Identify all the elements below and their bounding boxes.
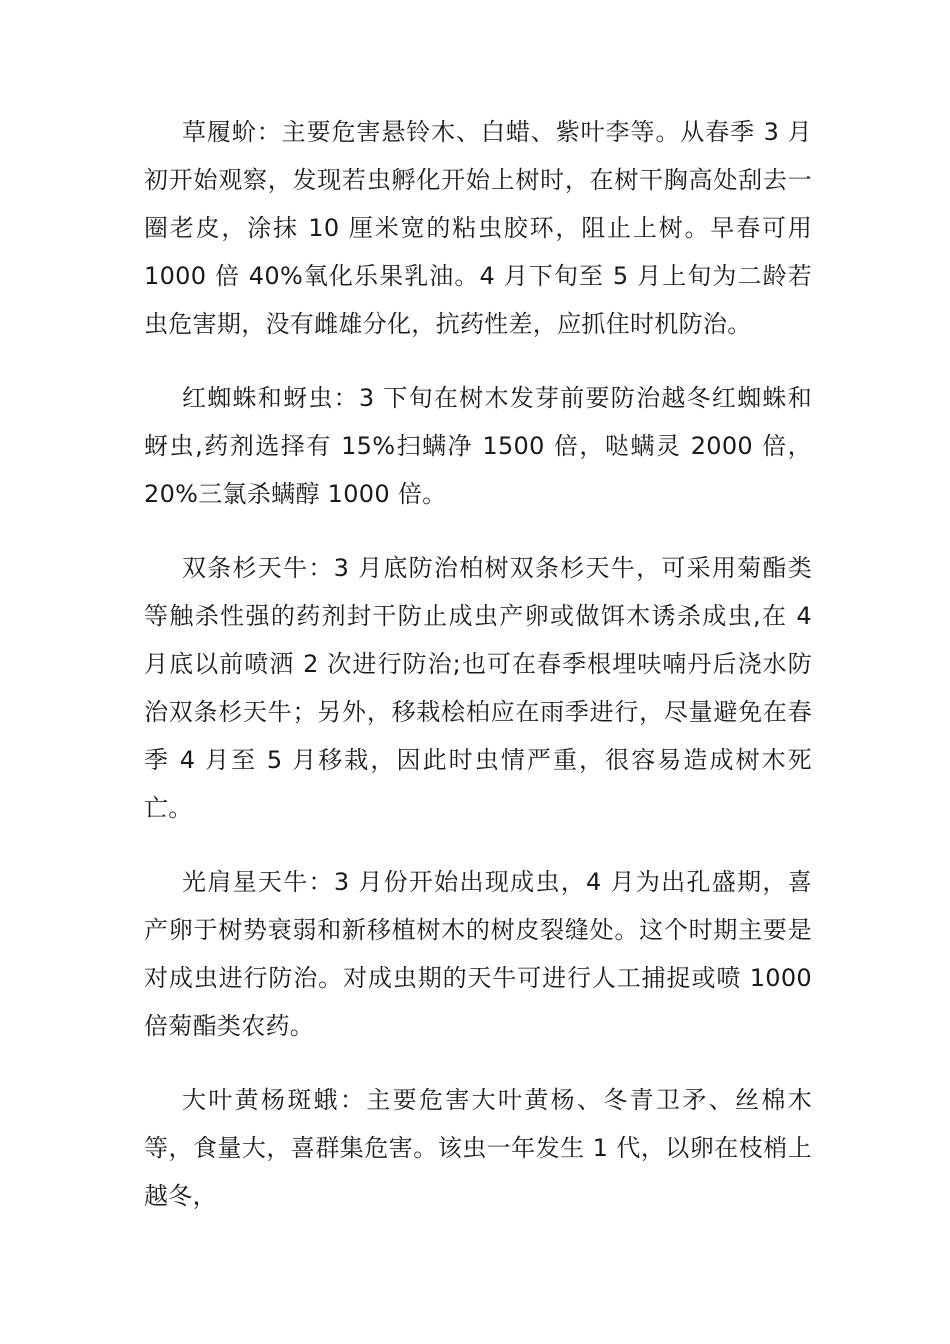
- document-body: [144, 108, 812, 1246]
- paragraph-shuang-tiao-shan-tian-niu: 双条杉天牛：3 月底防治柏树双条杉天牛，可采用菊酯类等触杀性强的药剂封干防止成虫产卵或做饵木诱杀成虫,在 4 月底以前喷洒 2 次进行防治;也可在春季根埋呋喃丹后浇水防治双条杉天牛；另外，移栽桧柏应在雨季进行，尽量避免在春季 4 月至 5 月移栽，因此时虫情严重，很容易造成树木死亡。: [144, 554, 812, 822]
- paragraph-guang-jian-xing-tian-niu: 光肩星天牛：3 月份开始出现成虫，4 月为出孔盛期，喜产卵于树势衰弱和新移植树木的树皮裂缝处。这个时期主要是对成虫进行防治。对成虫期的天牛可进行人工捕捉或喷 1000 倍菊酯类农药。: [144, 868, 812, 1040]
- paragraph-cao-lv-jie: 草履蚧：主要危害悬铃木、白蜡、紫叶李等。从春季 3 月初开始观察，发现若虫孵化开始上树时，在树干胸高处刮去一圈老皮，涂抹 10 厘米宽的粘虫胶环，阻止上树。早春可用 1000 倍 40%氧化乐果乳油。4 月下旬至 5 月上旬为二龄若虫危害期，没有雌雄分化，抗药性差，应抓住时机防治。: [144, 118, 812, 338]
- paragraph-red-spider-aphid: 红蜘蛛和蚜虫：3 下旬在树木发芽前要防治越冬红蜘蛛和蚜虫,药剂选择有 15%扫螨净 1500 倍，哒螨灵 2000 倍，20%三氯杀螨醇 1000 倍。: [144, 384, 812, 508]
- paragraph-da-ye-huang-yang-ban-e: 大叶黄杨斑蛾：主要危害大叶黄杨、冬青卫矛、丝棉木等，食量大，喜群集危害。该虫一年发生 1 代，以卵在枝梢上越冬，: [144, 1086, 812, 1210]
